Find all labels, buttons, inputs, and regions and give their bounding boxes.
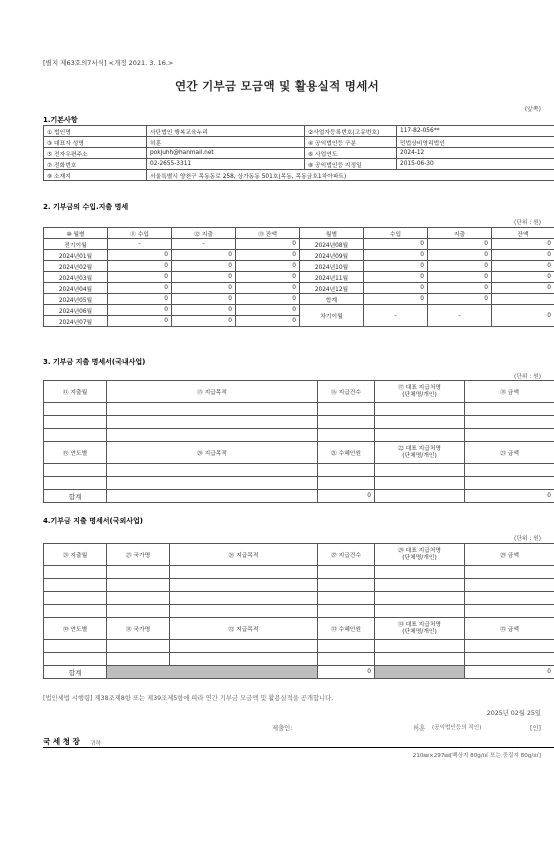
amount-cell: 0 <box>172 294 236 305</box>
domestic-total-amount: 0 <box>465 490 554 503</box>
col-os-year: ㉚ 연도별 <box>44 618 107 640</box>
value-corp-type: 민법상비영리법인 <box>397 137 554 148</box>
amount-cell: 0 <box>172 305 236 316</box>
recipient-suffix: 귀하 <box>90 741 102 747</box>
carry-forward-value: - <box>428 305 492 327</box>
section2-title: 2. 기부금의 수입.지출 명세 <box>43 203 129 211</box>
label-rep-name: ③ 대표자 성명 <box>44 137 147 148</box>
amount-cell: 0 <box>172 272 236 283</box>
amount-cell: 0 <box>236 261 300 272</box>
amount-cell: 0 <box>108 305 172 316</box>
paper-spec: 210㎜×297㎜[백상지 80g/㎡ 또는 중질지 80g/㎡] <box>412 753 541 759</box>
domestic-total-label: 합계 <box>44 490 107 503</box>
amount-cell: 0 <box>108 294 172 305</box>
carry-forward-value: - <box>364 305 428 327</box>
col-expense-2: 지출 <box>428 228 492 239</box>
submission-date: 2025년 02월 25일 <box>486 710 541 717</box>
col-os-count: ㉗ 지급건수 <box>318 544 375 566</box>
amount-cell: 0 <box>492 283 554 294</box>
monthly-row <box>44 272 554 283</box>
col-month-2: 월별 <box>300 228 364 239</box>
col-balance: ⑬ 잔액 <box>236 228 300 239</box>
label-fiscal-year: ⑥ 사업연도 <box>305 148 397 159</box>
col-expense-month: ⑭ 지출월 <box>44 381 107 403</box>
amount-cell: 0 <box>492 272 554 283</box>
label-address: ⑨ 소재지 <box>44 170 147 181</box>
col-os-purpose-2: ㉜ 지급목적 <box>170 618 318 640</box>
col-os-amount: ㉙ 금액 <box>465 544 554 566</box>
month-cell: 2024년02월 <box>44 261 108 272</box>
seal-mark: [인] <box>530 725 541 732</box>
submitter-name: 허훈 <box>413 725 426 732</box>
col-balance-2: 잔액 <box>492 228 554 239</box>
col-amount: ⑱ 금액 <box>465 381 554 403</box>
col-amount-2: ㉓ 금액 <box>465 442 554 464</box>
label-email: ⑤ 전자우편주소 <box>44 148 147 159</box>
amount-cell: 0 <box>172 261 236 272</box>
value-address: 서울특별시 양천구 목동동로 258, 상가동동 501호(목동, 목동금호1차아파트) <box>147 170 554 181</box>
col-os-country: ㉕ 국가명 <box>107 544 170 566</box>
document-title: 연간 기부금 모금액 및 활용실적 명세서 <box>174 79 380 93</box>
carry-forward-label: 차기이월 <box>300 305 364 327</box>
amount-cell: 0 <box>428 272 492 283</box>
overseas-total-amount: 0 <box>465 666 554 679</box>
amount-cell: 0 <box>108 272 172 283</box>
label-biz-number: ②사업자등록번호(고유번호) <box>305 126 397 137</box>
value-fiscal-year: 2024-12 <box>397 148 554 159</box>
form-number-note: [별지 제63호의7서식] <개정 2021. 3. 16.> <box>43 59 174 67</box>
section4-title: 4.기부금 지출 명세서(국외사업) <box>43 517 143 525</box>
amount-cell: 0 <box>364 272 428 283</box>
month-cell: 2024년06월 <box>44 305 108 316</box>
amount-cell: 0 <box>172 250 236 261</box>
amount-cell: 0 <box>236 239 300 250</box>
monthly-row <box>44 283 554 294</box>
month-cell: 2024년01월 <box>44 250 108 261</box>
month-cell: 2024년04월 <box>44 283 108 294</box>
col-recipient-2: ㉒ 대표 지급처명 (단체명/개인) <box>375 442 465 464</box>
amount-cell: 0 <box>236 294 300 305</box>
value-designation-date: 2015-06-30 <box>397 159 554 170</box>
col-purpose-2: ⑳ 지급목적 <box>107 442 318 464</box>
monthly-row <box>44 294 554 305</box>
amount-cell: 0 <box>108 250 172 261</box>
section2-unit: (단위 : 원) <box>514 220 541 226</box>
submitter-label: 제출인: <box>272 725 293 732</box>
col-os-amount-2: ㉟ 금액 <box>465 618 554 640</box>
amount-cell: 0 <box>428 239 492 250</box>
section3-title: 3. 기부금 지출 명세서(국내사업) <box>43 358 146 366</box>
monthly-row <box>44 239 554 250</box>
section1-title: 1.기본사항 <box>43 116 78 124</box>
amount-cell: - <box>172 239 236 250</box>
label-corp-name: ① 법인명 <box>44 126 147 137</box>
month-cell: 합계 <box>300 294 364 305</box>
amount-cell: 0 <box>364 294 428 305</box>
amount-cell: 0 <box>108 316 172 327</box>
amount-cell: 0 <box>492 250 554 261</box>
label-designation-date: ⑧ 공익법인등 지정일 <box>305 159 397 170</box>
section4-unit: (단위 : 원) <box>514 536 541 542</box>
col-month: ⑩ 월별 <box>44 228 108 239</box>
month-cell: 2024년08월 <box>300 239 364 250</box>
amount-cell: 0 <box>364 250 428 261</box>
monthly-row <box>44 305 554 316</box>
col-income: ⑪ 수입 <box>108 228 172 239</box>
value-rep-name: 허훈 <box>147 137 305 148</box>
page-side-label: (앞쪽) <box>524 106 541 113</box>
label-corp-type: ④ 공익법인등 구분 <box>305 137 397 148</box>
amount-cell: 0 <box>236 305 300 316</box>
month-cell: 2024년12월 <box>300 283 364 294</box>
col-os-beneficiaries: ㉝ 수혜인원 <box>318 618 375 640</box>
recipient-title: 국 세 청 장 <box>43 737 80 746</box>
amount-cell: 0 <box>172 283 236 294</box>
amount-cell: 0 <box>428 250 492 261</box>
amount-cell: 0 <box>428 283 492 294</box>
col-income-2: 수입 <box>364 228 428 239</box>
legal-statement: [법인세법 시행령] 제38조제8항 또는 제39조제5항에 따라 연간 기부금 모금액 및 활용실적을 공개합니다. <box>43 695 334 702</box>
col-beneficiaries: ㉑ 수혜인원 <box>318 442 375 464</box>
amount-cell: 0 <box>492 239 554 250</box>
amount-cell: 0 <box>364 283 428 294</box>
amount-cell <box>492 294 554 305</box>
amount-cell: 0 <box>364 261 428 272</box>
month-cell: 2024년05월 <box>44 294 108 305</box>
col-recipient: ⑰ 대표 지급처명 (단체명/개인) <box>375 381 465 403</box>
col-expense: ⑫ 지출 <box>172 228 236 239</box>
amount-cell: 0 <box>108 261 172 272</box>
col-os-country-2: ㉛ 국가명 <box>107 618 170 640</box>
income-expense-table <box>43 227 554 327</box>
amount-cell: 0 <box>236 316 300 327</box>
label-phone: ⑦ 전화번호 <box>44 159 147 170</box>
value-phone: 02-2655-3311 <box>147 159 305 170</box>
col-year: ⑲ 연도별 <box>44 442 107 464</box>
value-biz-number: 117-82-056** <box>397 126 554 137</box>
amount-cell: - <box>108 239 172 250</box>
amount-cell: 0 <box>492 261 554 272</box>
amount-cell: 0 <box>108 283 172 294</box>
month-cell: 2024년11월 <box>300 272 364 283</box>
amount-cell: 0 <box>236 272 300 283</box>
col-purpose: ⑮ 지급목적 <box>107 381 318 403</box>
carry-forward-value: 0 <box>492 305 554 327</box>
basic-info-table <box>43 125 554 181</box>
bottom-rule <box>43 747 554 748</box>
monthly-row <box>44 250 554 261</box>
month-cell: 2024년10월 <box>300 261 364 272</box>
value-corp-name: 사단법인 행복교육누리 <box>147 126 305 137</box>
overseas-total-count: 0 <box>318 666 375 679</box>
amount-cell: 0 <box>364 239 428 250</box>
col-os-month: ㉔ 지출월 <box>44 544 107 566</box>
month-cell: 전기이월 <box>44 239 108 250</box>
col-os-purpose: ㉖ 지급목적 <box>170 544 318 566</box>
amount-cell: 0 <box>236 250 300 261</box>
col-os-recipient: ㉘ 대표 지급처명 (단체명/개인) <box>375 544 465 566</box>
submitter-role: (공익법인등의 직인) <box>432 725 482 731</box>
domestic-total-count: 0 <box>318 490 375 503</box>
month-cell: 2024년03월 <box>44 272 108 283</box>
domestic-expense-table <box>43 380 554 503</box>
overseas-expense-table <box>43 543 554 679</box>
monthly-row <box>44 261 554 272</box>
overseas-total-label: 합계 <box>44 666 107 679</box>
value-email: pokjuhh@hanmail.net <box>147 148 305 159</box>
col-os-recipient-2: ㉞ 대표 지급처명 (단체명/개인) <box>375 618 465 640</box>
section3-unit: (단위 : 원) <box>514 374 541 380</box>
month-cell: 2024년09월 <box>300 250 364 261</box>
amount-cell: 0 <box>172 316 236 327</box>
amount-cell: 0 <box>236 283 300 294</box>
amount-cell: 0 <box>428 294 492 305</box>
month-cell: 2024년07월 <box>44 316 108 327</box>
amount-cell: 0 <box>428 261 492 272</box>
col-count: ⑯ 지급건수 <box>318 381 375 403</box>
